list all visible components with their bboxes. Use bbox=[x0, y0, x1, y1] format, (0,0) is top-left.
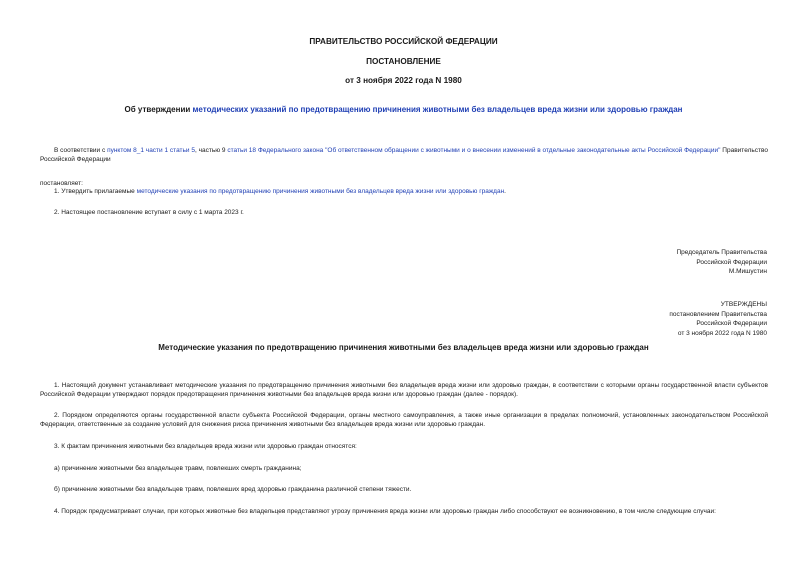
approval-block bbox=[669, 300, 767, 338]
paragraph-4: 4. Порядок предусматривает случаи, при которых животные без владельцев представляют угрозу причинения вреда жизни или здоровью граждан либо способствуют ее возникновению, в том числе следующие случаи: bbox=[54, 508, 716, 515]
item-1-text-1: 1. Утвердить прилагаемые bbox=[54, 188, 137, 195]
signature-block bbox=[676, 248, 767, 277]
paragraph-3a: а) причинение животными без владельцев травм, повлекших смерть гражданина; bbox=[54, 465, 302, 472]
approval-line-3: Российской Федерации bbox=[696, 320, 767, 327]
signature-line-3: М.Мишустин bbox=[728, 268, 767, 275]
paragraph-3b: б) причинение животными без владельцев травм, повлекших вред здоровью гражданина различной степени тяжести. bbox=[54, 486, 412, 493]
preamble-text-1: В соответствии с bbox=[54, 147, 108, 154]
preamble-link-1[interactable]: пунктом 8_1 части 1 статьи 5 bbox=[107, 147, 195, 154]
item-1-link[interactable]: методические указания по предотвращению причинения животными без владельцев вреда жизни или здоровью граждан bbox=[136, 188, 505, 195]
paragraph-3: 3. К фактам причинения животными без владельцев вреда жизни или здоровью граждан относятся: bbox=[54, 443, 357, 450]
preamble-link-2[interactable]: статьи 18 Федерального закона "Об ответственном обращении с животными и о внесении изменений в отдельные законодательные акты Российской Федерации" bbox=[227, 147, 721, 154]
document-title bbox=[0, 105, 807, 114]
government-heading: ПРАВИТЕЛЬСТВО РОССИЙСКОЙ ФЕДЕРАЦИИ bbox=[309, 37, 498, 46]
preamble-text-3: Правительство Российской Федерации bbox=[40, 147, 768, 163]
item-1 bbox=[54, 187, 768, 196]
document-type: ПОСТАНОВЛЕНИЕ bbox=[366, 57, 441, 66]
approval-line-2: постановлением Правительства bbox=[669, 310, 767, 318]
title-prefix: Об утверждении bbox=[124, 105, 193, 114]
preamble bbox=[40, 146, 768, 164]
paragraph-1: 1. Настоящий документ устанавливает методические указания по предотвращению причинения животными без владельцев вреда жизни или здоровью граждан, в соответствии с которыми органы государственной власти субъектов Российской Федерации утверждают порядок предотвращения причинения животными без владельцев вреда жизни или здоровью граждан (далее - порядок). bbox=[40, 382, 768, 398]
signature-line-1: Председатель Правительства bbox=[676, 249, 767, 256]
paragraph-2: 2. Порядком определяются органы государственной власти субъекта Российской Федерации, органы местного самоуправления, а также иные организации в пределах полномочий, установленных законодательством Российской Федерации, ответственные за создание условий для снижения риска причинения животными без владельцев вреда жизни или здоровью граждан. bbox=[40, 412, 768, 428]
approval-line-1: УТВЕРЖДЕНЫ bbox=[720, 301, 767, 308]
item-2: 2. Настоящее постановление вступает в силу с 1 марта 2023 г. bbox=[54, 209, 244, 216]
guidelines-title: Методические указания по предотвращению причинения животными без владельцев вреда жизни или здоровью граждан bbox=[158, 343, 649, 352]
document-date: от 3 ноября 2022 года N 1980 bbox=[345, 76, 462, 85]
item-1-text-2: . bbox=[504, 188, 506, 195]
title-link[interactable]: методических указаний по предотвращению причинения животными без владельцев вреда жизни или здоровью граждан bbox=[192, 105, 683, 114]
resolves-text: постановляет: bbox=[40, 180, 83, 187]
approval-line-4: от 3 ноября 2022 года N 1980 bbox=[677, 329, 767, 337]
signature-line-2: Российской Федерации bbox=[696, 258, 767, 266]
preamble-text-2: , частью 9 bbox=[194, 147, 228, 154]
